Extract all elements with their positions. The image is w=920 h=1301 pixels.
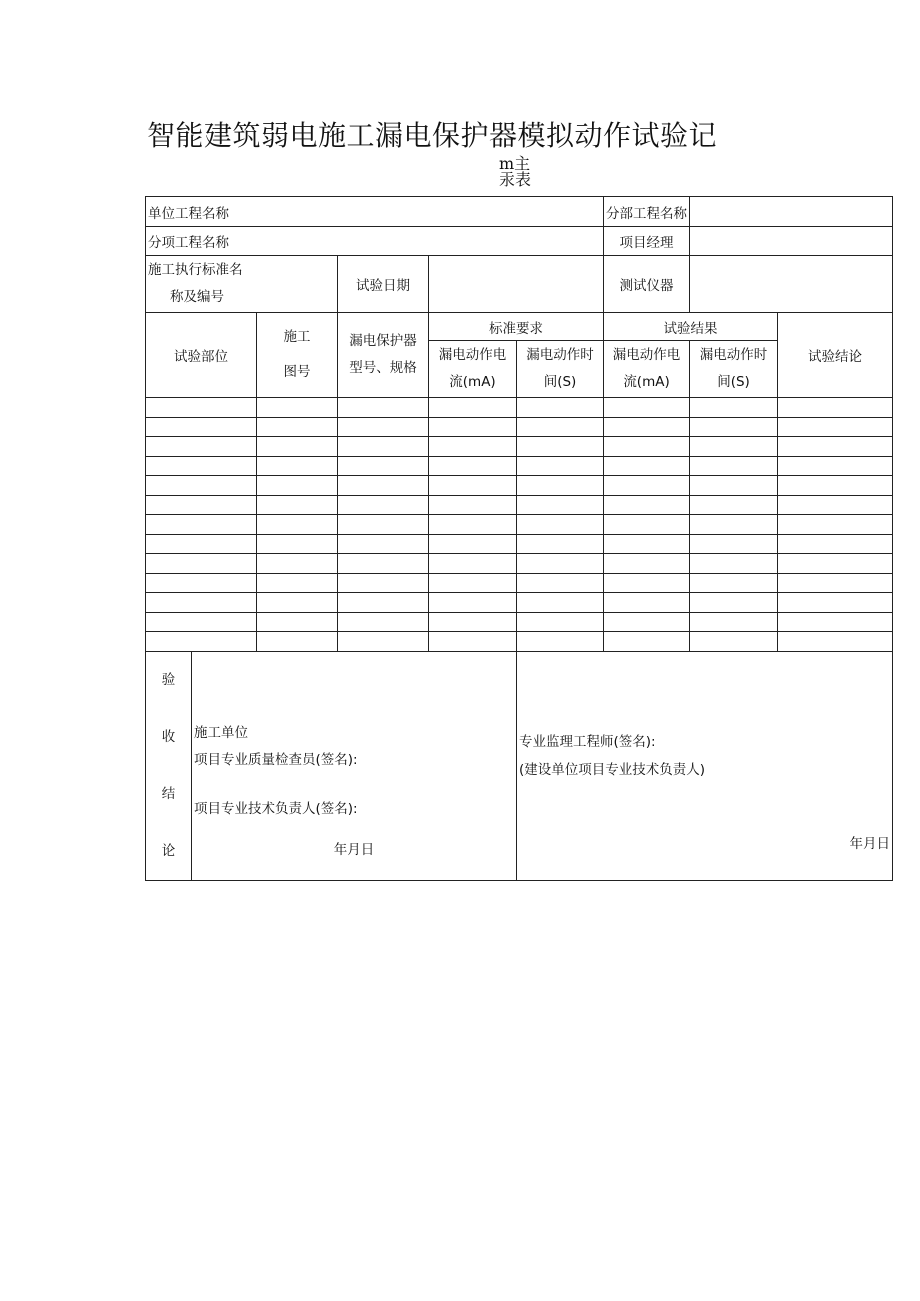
table-cell[interactable] xyxy=(778,417,893,437)
table-cell[interactable] xyxy=(778,554,893,574)
table-cell[interactable] xyxy=(690,612,778,632)
table-cell[interactable] xyxy=(778,534,893,554)
table-cell[interactable] xyxy=(690,534,778,554)
unit-project-name-label: 单位工程名称 xyxy=(146,197,604,227)
table-cell[interactable] xyxy=(604,534,690,554)
construction-date[interactable]: 年月日 xyxy=(333,841,375,858)
table-cell[interactable] xyxy=(429,398,517,418)
table-cell[interactable] xyxy=(517,515,604,535)
table-cell[interactable] xyxy=(604,437,690,457)
table-cell[interactable] xyxy=(146,456,257,476)
table-row xyxy=(146,417,893,437)
table-cell[interactable] xyxy=(517,612,604,632)
item-project-name-label: 分项工程名称 xyxy=(146,227,604,256)
project-manager-label: 项目经理 xyxy=(604,227,690,256)
table-cell[interactable] xyxy=(517,593,604,613)
table-cell[interactable] xyxy=(517,398,604,418)
table-cell[interactable] xyxy=(429,476,517,496)
document-title: 智能建筑弱电施工漏电保护器模拟动作试验记 xyxy=(147,119,718,152)
table-cell[interactable] xyxy=(517,476,604,496)
table-cell[interactable] xyxy=(690,398,778,418)
table-cell[interactable] xyxy=(338,437,429,457)
table-row xyxy=(146,554,893,574)
table-cell[interactable] xyxy=(146,495,257,515)
table-cell[interactable] xyxy=(690,632,778,652)
table-cell[interactable] xyxy=(690,476,778,496)
table-cell[interactable] xyxy=(778,476,893,496)
table-cell[interactable] xyxy=(146,593,257,613)
table-cell[interactable] xyxy=(604,476,690,496)
acceptance-char-1: 验 xyxy=(161,671,176,688)
col-std-current-line-1: 漏电动作电 xyxy=(438,347,507,363)
table-cell[interactable] xyxy=(778,398,893,418)
col-res-time-line-1: 漏电动作时 xyxy=(699,347,768,363)
table-cell[interactable] xyxy=(690,437,778,457)
table-cell[interactable] xyxy=(338,417,429,437)
document-subtitle xyxy=(499,156,539,188)
table-cell[interactable] xyxy=(690,515,778,535)
table-cell[interactable] xyxy=(146,476,257,496)
table-cell[interactable] xyxy=(257,573,338,593)
table-cell[interactable] xyxy=(429,612,517,632)
table-cell[interactable] xyxy=(257,632,338,652)
col-drawing-no-line-2: 图号 xyxy=(283,364,311,380)
table-cell[interactable] xyxy=(690,573,778,593)
project-manager-field[interactable] xyxy=(690,227,893,256)
col-rcd-model-line-2: 型号、规格 xyxy=(349,360,417,376)
supervisor-block xyxy=(517,651,893,880)
table-cell[interactable] xyxy=(146,534,257,554)
table-cell[interactable] xyxy=(778,593,893,613)
table-row xyxy=(146,515,893,535)
table-cell[interactable] xyxy=(517,456,604,476)
table-cell[interactable] xyxy=(604,456,690,476)
table-cell[interactable] xyxy=(604,632,690,652)
test-date-label: 试验日期 xyxy=(338,256,429,313)
col-drawing-no xyxy=(257,313,338,398)
table-cell[interactable] xyxy=(604,495,690,515)
table-cell[interactable] xyxy=(517,573,604,593)
table-cell[interactable] xyxy=(257,593,338,613)
table-cell[interactable] xyxy=(338,456,429,476)
table-cell[interactable] xyxy=(604,554,690,574)
table-cell[interactable] xyxy=(338,534,429,554)
table-row xyxy=(146,456,893,476)
table-row xyxy=(146,398,893,418)
col-res-current-line-1: 漏电动作电 xyxy=(612,347,681,363)
table-row xyxy=(146,632,893,652)
table-cell[interactable] xyxy=(257,534,338,554)
supervisor-date[interactable]: 年月日 xyxy=(849,835,891,852)
test-instrument-field[interactable] xyxy=(690,256,893,313)
col-standard-requirement: 标准要求 xyxy=(429,313,604,341)
table-cell[interactable] xyxy=(257,515,338,535)
table-cell[interactable] xyxy=(338,612,429,632)
table-cell[interactable] xyxy=(429,456,517,476)
table-row xyxy=(146,573,893,593)
col-res-current-line-2: 流(mA) xyxy=(623,374,670,390)
standard-label xyxy=(146,256,338,313)
quality-inspector-signature[interactable]: 项目专业质量检查员(签名): xyxy=(194,751,358,768)
table-cell[interactable] xyxy=(604,612,690,632)
table-cell[interactable] xyxy=(429,495,517,515)
table-cell[interactable] xyxy=(690,456,778,476)
table-cell[interactable] xyxy=(604,417,690,437)
construction-unit-block xyxy=(192,651,517,880)
table-cell[interactable] xyxy=(146,612,257,632)
test-date-field[interactable] xyxy=(429,256,604,313)
col-res-time xyxy=(690,341,778,398)
table-cell[interactable] xyxy=(146,437,257,457)
col-drawing-no-line-1: 施工 xyxy=(283,329,311,345)
table-cell[interactable] xyxy=(429,554,517,574)
table-cell[interactable] xyxy=(517,632,604,652)
builder-tech-lead-label: (建设单位项目专业技术负责人) xyxy=(519,761,706,778)
table-cell[interactable] xyxy=(778,515,893,535)
table-cell[interactable] xyxy=(429,437,517,457)
table-cell[interactable] xyxy=(778,632,893,652)
table-cell[interactable] xyxy=(338,554,429,574)
subtitle-line-1: m主 xyxy=(499,154,531,173)
table-cell[interactable] xyxy=(778,456,893,476)
table-cell[interactable] xyxy=(429,632,517,652)
test-record-table xyxy=(145,196,893,881)
table-cell[interactable] xyxy=(517,554,604,574)
table-cell[interactable] xyxy=(517,437,604,457)
acceptance-char-4: 论 xyxy=(161,842,176,859)
table-row xyxy=(146,437,893,457)
table-cell[interactable] xyxy=(257,417,338,437)
table-cell[interactable] xyxy=(690,495,778,515)
col-test-location: 试验部位 xyxy=(146,313,257,398)
table-cell[interactable] xyxy=(257,495,338,515)
table-cell[interactable] xyxy=(429,417,517,437)
tech-lead-signature[interactable]: 项目专业技术负责人(签名): xyxy=(194,800,358,817)
table-cell[interactable] xyxy=(778,495,893,515)
col-test-result: 试验结果 xyxy=(604,313,778,341)
table-cell[interactable] xyxy=(257,476,338,496)
col-res-time-line-2: 间(S) xyxy=(717,374,750,390)
table-cell[interactable] xyxy=(338,632,429,652)
acceptance-char-2: 收 xyxy=(161,728,176,745)
table-cell[interactable] xyxy=(257,456,338,476)
table-cell[interactable] xyxy=(517,495,604,515)
col-res-current xyxy=(604,341,690,398)
table-cell[interactable] xyxy=(517,534,604,554)
col-conclusion: 试验结论 xyxy=(778,313,893,398)
col-std-time-line-2: 间(S) xyxy=(543,374,577,390)
table-cell[interactable] xyxy=(604,398,690,418)
table-cell[interactable] xyxy=(257,437,338,457)
supervisor-signature[interactable]: 专业监理工程师(签名): xyxy=(519,733,656,750)
table-cell[interactable] xyxy=(517,417,604,437)
col-std-time xyxy=(517,341,604,398)
col-rcd-model xyxy=(338,313,429,398)
table-row xyxy=(146,476,893,496)
subtitle-line-2: 汞表 xyxy=(499,170,532,189)
table-cell[interactable] xyxy=(690,554,778,574)
table-cell[interactable] xyxy=(429,534,517,554)
col-std-current xyxy=(429,341,517,398)
table-cell[interactable] xyxy=(778,437,893,457)
test-instrument-label: 测试仪器 xyxy=(604,256,690,313)
table-cell[interactable] xyxy=(338,398,429,418)
table-cell[interactable] xyxy=(338,476,429,496)
table-cell[interactable] xyxy=(257,612,338,632)
table-cell[interactable] xyxy=(257,554,338,574)
table-cell[interactable] xyxy=(778,573,893,593)
table-cell[interactable] xyxy=(690,593,778,613)
table-cell[interactable] xyxy=(604,515,690,535)
table-cell[interactable] xyxy=(146,417,257,437)
standard-label-line-1: 施工执行标准名 xyxy=(148,262,243,278)
table-cell[interactable] xyxy=(429,573,517,593)
construction-unit-label: 施工单位 xyxy=(194,724,248,741)
table-cell[interactable] xyxy=(778,612,893,632)
table-cell[interactable] xyxy=(146,573,257,593)
acceptance-char-3: 结 xyxy=(161,785,176,802)
col-std-current-line-2: 流(mA) xyxy=(449,374,496,390)
sub-project-name-field[interactable] xyxy=(690,197,893,227)
table-cell[interactable] xyxy=(604,573,690,593)
table-cell[interactable] xyxy=(338,593,429,613)
table-cell[interactable] xyxy=(146,515,257,535)
sub-project-name-label: 分部工程名称 xyxy=(604,197,690,227)
table-row xyxy=(146,593,893,613)
table-cell[interactable] xyxy=(429,593,517,613)
table-cell[interactable] xyxy=(338,515,429,535)
table-cell[interactable] xyxy=(257,398,338,418)
col-std-time-line-1: 漏电动作时 xyxy=(526,347,594,363)
acceptance-vertical-label xyxy=(146,651,192,880)
table-row xyxy=(146,534,893,554)
col-rcd-model-line-1: 漏电保护器 xyxy=(349,333,417,349)
table-cell[interactable] xyxy=(690,417,778,437)
table-row xyxy=(146,612,893,632)
standard-label-line-2: 称及编号 xyxy=(170,289,224,305)
table-cell[interactable] xyxy=(429,515,517,535)
table-cell[interactable] xyxy=(146,398,257,418)
table-row xyxy=(146,495,893,515)
table-cell[interactable] xyxy=(604,593,690,613)
table-cell[interactable] xyxy=(146,554,257,574)
table-cell[interactable] xyxy=(338,495,429,515)
table-cell[interactable] xyxy=(338,573,429,593)
table-cell[interactable] xyxy=(146,632,257,652)
